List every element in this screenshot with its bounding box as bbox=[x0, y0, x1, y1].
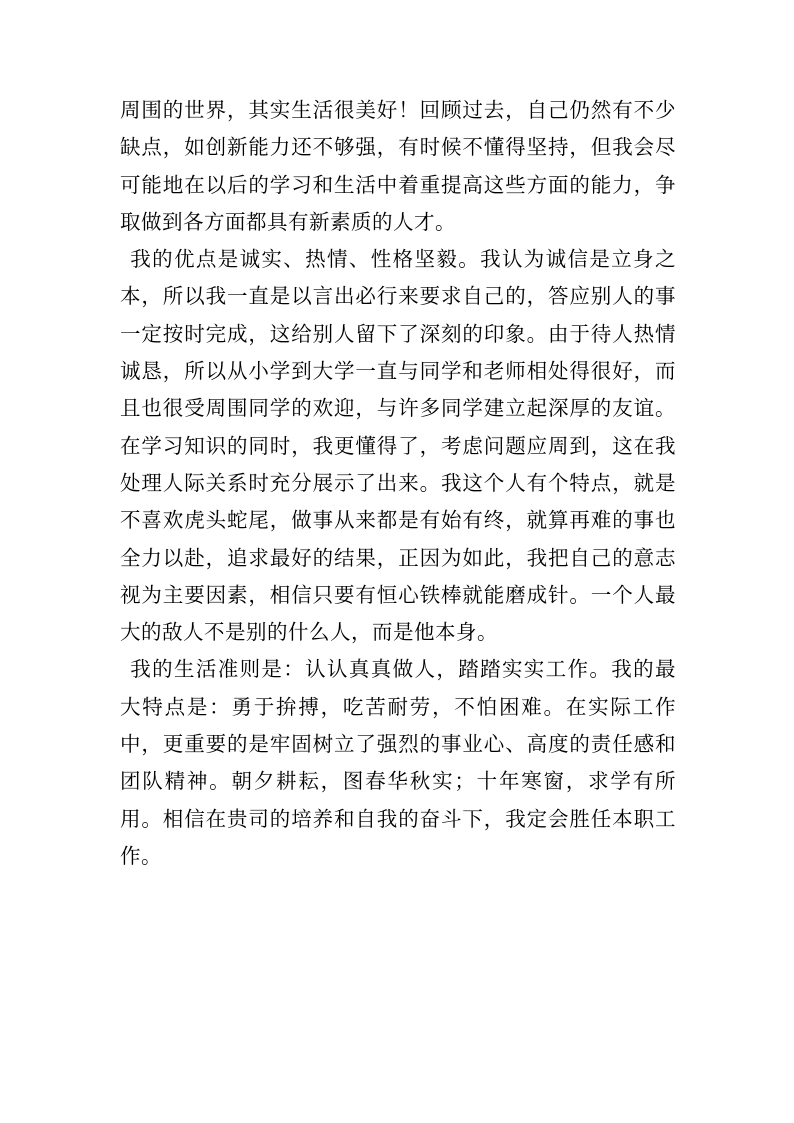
paragraph-3: 我的生活准则是：认认真真做人，踏踏实实工作。我的最大特点是：勇于拚搏，吃苦耐劳，不怕困难。在实际工作中，更重要的是牢固树立了强烈的事业心、高度的责任感和团队精神。朝夕耕耘，图春华秋实；十年寒窗，求学有所用。相信在贵司的培养和自我的奋斗下，我定会胜任本职工作。 bbox=[120, 657, 676, 868]
paragraph-1: 周围的世界，其实生活很美好！回顾过去，自己仍然有不少缺点，如创新能力还不够强，有时候不懂得坚持，但我会尽可能地在以后的学习和生活中着重提高这些方面的能力，争取做到各方面都具有新素质的人才。 bbox=[120, 98, 676, 234]
paragraph-2: 我的优点是诚实、热情、性格坚毅。我认为诚信是立身之本，所以我一直是以言出必行来要求自己的，答应别人的事一定按时完成，这给别人留下了深刻的印象。由于待人热情诚恳，所以从小学到大学一直与同学和老师相处得很好，而且也很受周围同学的欢迎，与许多同学建立起深厚的友谊。在学习知识的同时，我更懂得了，考虑问题应周到，这在我处理人际关系时充分展示了出来。我这个人有个特点，就是不喜欢虎头蛇尾，做事从来都是有始有终，就算再难的事也全力以赴，追求最好的结果，正因为如此，我把自己的意志视为主要因素，相信只要有恒心铁棒就能磨成针。一个人最大的敌人不是别的什么人，而是他本身。 bbox=[120, 247, 676, 645]
document-body bbox=[120, 92, 676, 875]
